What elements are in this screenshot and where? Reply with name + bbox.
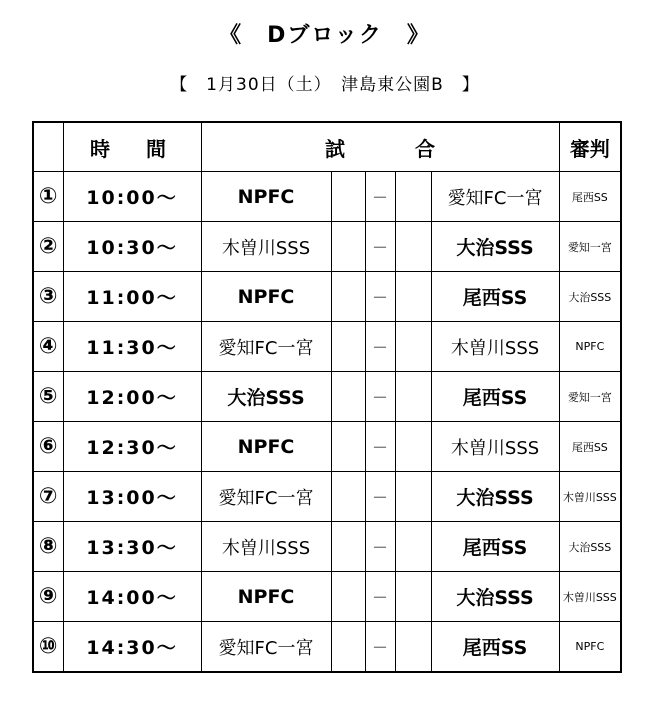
match-time: 11:00～ — [63, 272, 201, 322]
table-row — [33, 422, 621, 472]
vs-dash: － — [365, 522, 395, 572]
table-row — [33, 222, 621, 272]
home-team: NPFC — [201, 572, 331, 622]
match-time: 10:00～ — [63, 172, 201, 222]
away-team: 愛知FC一宮 — [431, 172, 559, 222]
referee-team: 木曽川SSS — [559, 472, 621, 522]
match-time: 14:00～ — [63, 572, 201, 622]
away-team: 大治SSS — [431, 472, 559, 522]
vs-dash: － — [365, 472, 395, 522]
home-team: 愛知FC一宮 — [201, 472, 331, 522]
header-referee: 審判 — [559, 122, 621, 172]
home-score — [331, 422, 365, 472]
schedule-table — [32, 121, 622, 673]
match-number: ① — [33, 172, 63, 222]
home-team: 大治SSS — [201, 372, 331, 422]
match-number: ② — [33, 222, 63, 272]
match-time: 14:30～ — [63, 622, 201, 673]
page-subtitle: 【 1月30日（土） 津島東公園B 】 — [170, 75, 480, 95]
home-team: 木曽川SSS — [201, 522, 331, 572]
away-score — [395, 272, 431, 322]
table-row — [33, 622, 621, 673]
away-team: 木曽川SSS — [431, 422, 559, 472]
table-row — [33, 172, 621, 222]
referee-team: 尾西SS — [559, 422, 621, 472]
away-score — [395, 372, 431, 422]
vs-dash: － — [365, 622, 395, 673]
match-time: 13:30～ — [63, 522, 201, 572]
away-score — [395, 472, 431, 522]
table-row — [33, 472, 621, 522]
vs-dash: － — [365, 322, 395, 372]
home-score — [331, 322, 365, 372]
home-score — [331, 522, 365, 572]
home-score — [331, 472, 365, 522]
referee-team: 愛知一宮 — [559, 222, 621, 272]
home-team: NPFC — [201, 422, 331, 472]
table-row — [33, 322, 621, 372]
table-row — [33, 522, 621, 572]
home-team: 愛知FC一宮 — [201, 622, 331, 673]
match-time: 12:00～ — [63, 372, 201, 422]
home-team: 木曽川SSS — [201, 222, 331, 272]
home-team: NPFC — [201, 272, 331, 322]
match-time: 11:30～ — [63, 322, 201, 372]
match-number: ④ — [33, 322, 63, 372]
vs-dash: － — [365, 272, 395, 322]
away-score — [395, 622, 431, 673]
away-team: 尾西SS — [431, 622, 559, 673]
match-time: 12:30～ — [63, 422, 201, 472]
vs-dash: － — [365, 422, 395, 472]
home-score — [331, 622, 365, 673]
home-score — [331, 372, 365, 422]
header-match-right: 合 — [415, 136, 436, 161]
away-score — [395, 222, 431, 272]
referee-team: NPFC — [559, 322, 621, 372]
away-team: 尾西SS — [431, 522, 559, 572]
referee-team: NPFC — [559, 622, 621, 673]
away-team: 大治SSS — [431, 572, 559, 622]
match-number: ⑤ — [33, 372, 63, 422]
match-number: ⑦ — [33, 472, 63, 522]
away-score — [395, 322, 431, 372]
away-team: 尾西SS — [431, 372, 559, 422]
away-score — [395, 422, 431, 472]
vs-dash: － — [365, 222, 395, 272]
away-team: 大治SSS — [431, 222, 559, 272]
header-number — [33, 122, 63, 172]
vs-dash: － — [365, 372, 395, 422]
away-score — [395, 172, 431, 222]
header-time: 時 間 — [63, 122, 201, 172]
table-row — [33, 272, 621, 322]
home-score — [331, 172, 365, 222]
schedule-body — [33, 172, 621, 673]
referee-team: 大治SSS — [559, 522, 621, 572]
match-time: 10:30～ — [63, 222, 201, 272]
page-title: 《 Dブロック 》 — [219, 23, 431, 48]
vs-dash: － — [365, 572, 395, 622]
match-number: ③ — [33, 272, 63, 322]
header-match-left: 試 — [325, 136, 346, 161]
home-score — [331, 222, 365, 272]
away-score — [395, 572, 431, 622]
vs-dash: － — [365, 172, 395, 222]
home-team: 愛知FC一宮 — [201, 322, 331, 372]
match-number: ⑨ — [33, 572, 63, 622]
match-time: 13:00～ — [63, 472, 201, 522]
home-team: NPFC — [201, 172, 331, 222]
header-match — [201, 122, 559, 172]
away-team: 木曽川SSS — [431, 322, 559, 372]
header-row — [33, 122, 621, 172]
referee-team: 大治SSS — [559, 272, 621, 322]
table-row — [33, 372, 621, 422]
away-team: 尾西SS — [431, 272, 559, 322]
referee-team: 愛知一宮 — [559, 372, 621, 422]
away-score — [395, 522, 431, 572]
match-number: ⑩ — [33, 622, 63, 673]
home-score — [331, 272, 365, 322]
referee-team: 木曽川SSS — [559, 572, 621, 622]
match-number: ⑥ — [33, 422, 63, 472]
referee-team: 尾西SS — [559, 172, 621, 222]
home-score — [331, 572, 365, 622]
match-number: ⑧ — [33, 522, 63, 572]
table-row — [33, 572, 621, 622]
